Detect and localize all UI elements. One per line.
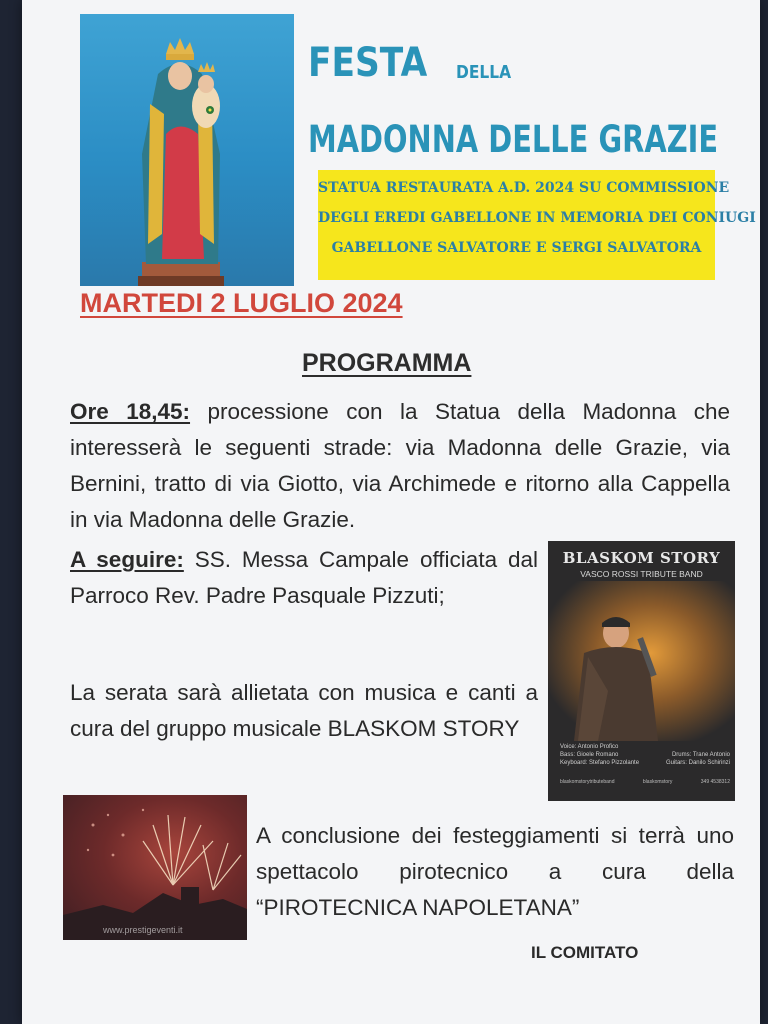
title-della: DELLA [456,62,512,83]
credit-row [560,751,730,759]
band-credits [560,743,730,767]
madonna-statue-image [80,14,294,286]
event-date: MARTEDI 2 LUGLIO 2024 [80,288,403,318]
band-title: BLASKOM STORY [562,549,721,567]
credit-right: Drums: Trane Antonio [671,752,730,758]
title-festa: FESTA [308,40,428,86]
signature-comitato: IL COMITATO [531,943,639,962]
fireworks-illustration [63,795,247,940]
credit-row [560,759,730,767]
program-item-mass [70,542,538,614]
time-label: Ore 18,45: [70,399,191,424]
band-subtitle: VASCO ROSSI TRIBUTE BAND [580,569,703,579]
fireworks-text: A conclusione dei festeggiamenti si terrà uno spettacolo pirotecnico a cura della “PIROTECNICA NAPOLETANA” [256,823,734,920]
fireworks-image [63,795,247,940]
programma-heading: PROGRAMMA [302,349,472,377]
program-item-fireworks [256,818,734,926]
credit-left: Keyboard: Stefano Pizzolante [560,760,640,766]
facebook-handle: blaskomstorytributeband [560,779,615,785]
restoration-notice [318,170,756,280]
title-madonna-delle-grazie: MADONNA DELLE GRAZIE [308,118,719,161]
phone-number: 349 4538312 [700,779,730,785]
notice-line-1: STATUA RESTAURATA A.D. 2024 SU COMMISSIONE [318,180,730,196]
mass-text: SS. Messa Campale officiata dal Parroco Rev. Padre Pasquale Pizzuti; [70,547,538,608]
notice-line-2: DEGLI EREDI GABELLONE IN MEMORIA DEI CONIUGI [318,210,756,226]
statue-illustration [80,14,294,286]
credit-row [560,743,730,751]
procession-text: processione con la Statua della Madonna che interesserà le seguenti strade: via Madonna delle Grazie, via Bernini, tratto di via Giotto, via Archimede e ritorno alla Cappella in via Madonna delle Grazie. [70,399,730,532]
band-poster [548,541,735,801]
program-item-music [70,675,538,747]
credit-left: Voice: Antonio Profico [560,744,619,750]
credit-right: Guitars: Danilo Schirinzi [665,760,730,766]
fireworks-watermark: www.prestigeventi.it [103,925,183,935]
a-seguire-label: A seguire: [70,547,184,572]
credit-left: Bass: Gioele Romano [560,752,619,758]
band-footer [560,779,730,785]
notice-line-3: GABELLONE SALVATORE E SERGI SALVATORA [331,240,702,256]
program-item-procession [70,394,730,538]
instagram-handle: blaskomstory [642,779,673,785]
music-text: La serata sarà allietata con musica e canti a cura del gruppo musicale BLASKOM STORY [70,680,538,741]
